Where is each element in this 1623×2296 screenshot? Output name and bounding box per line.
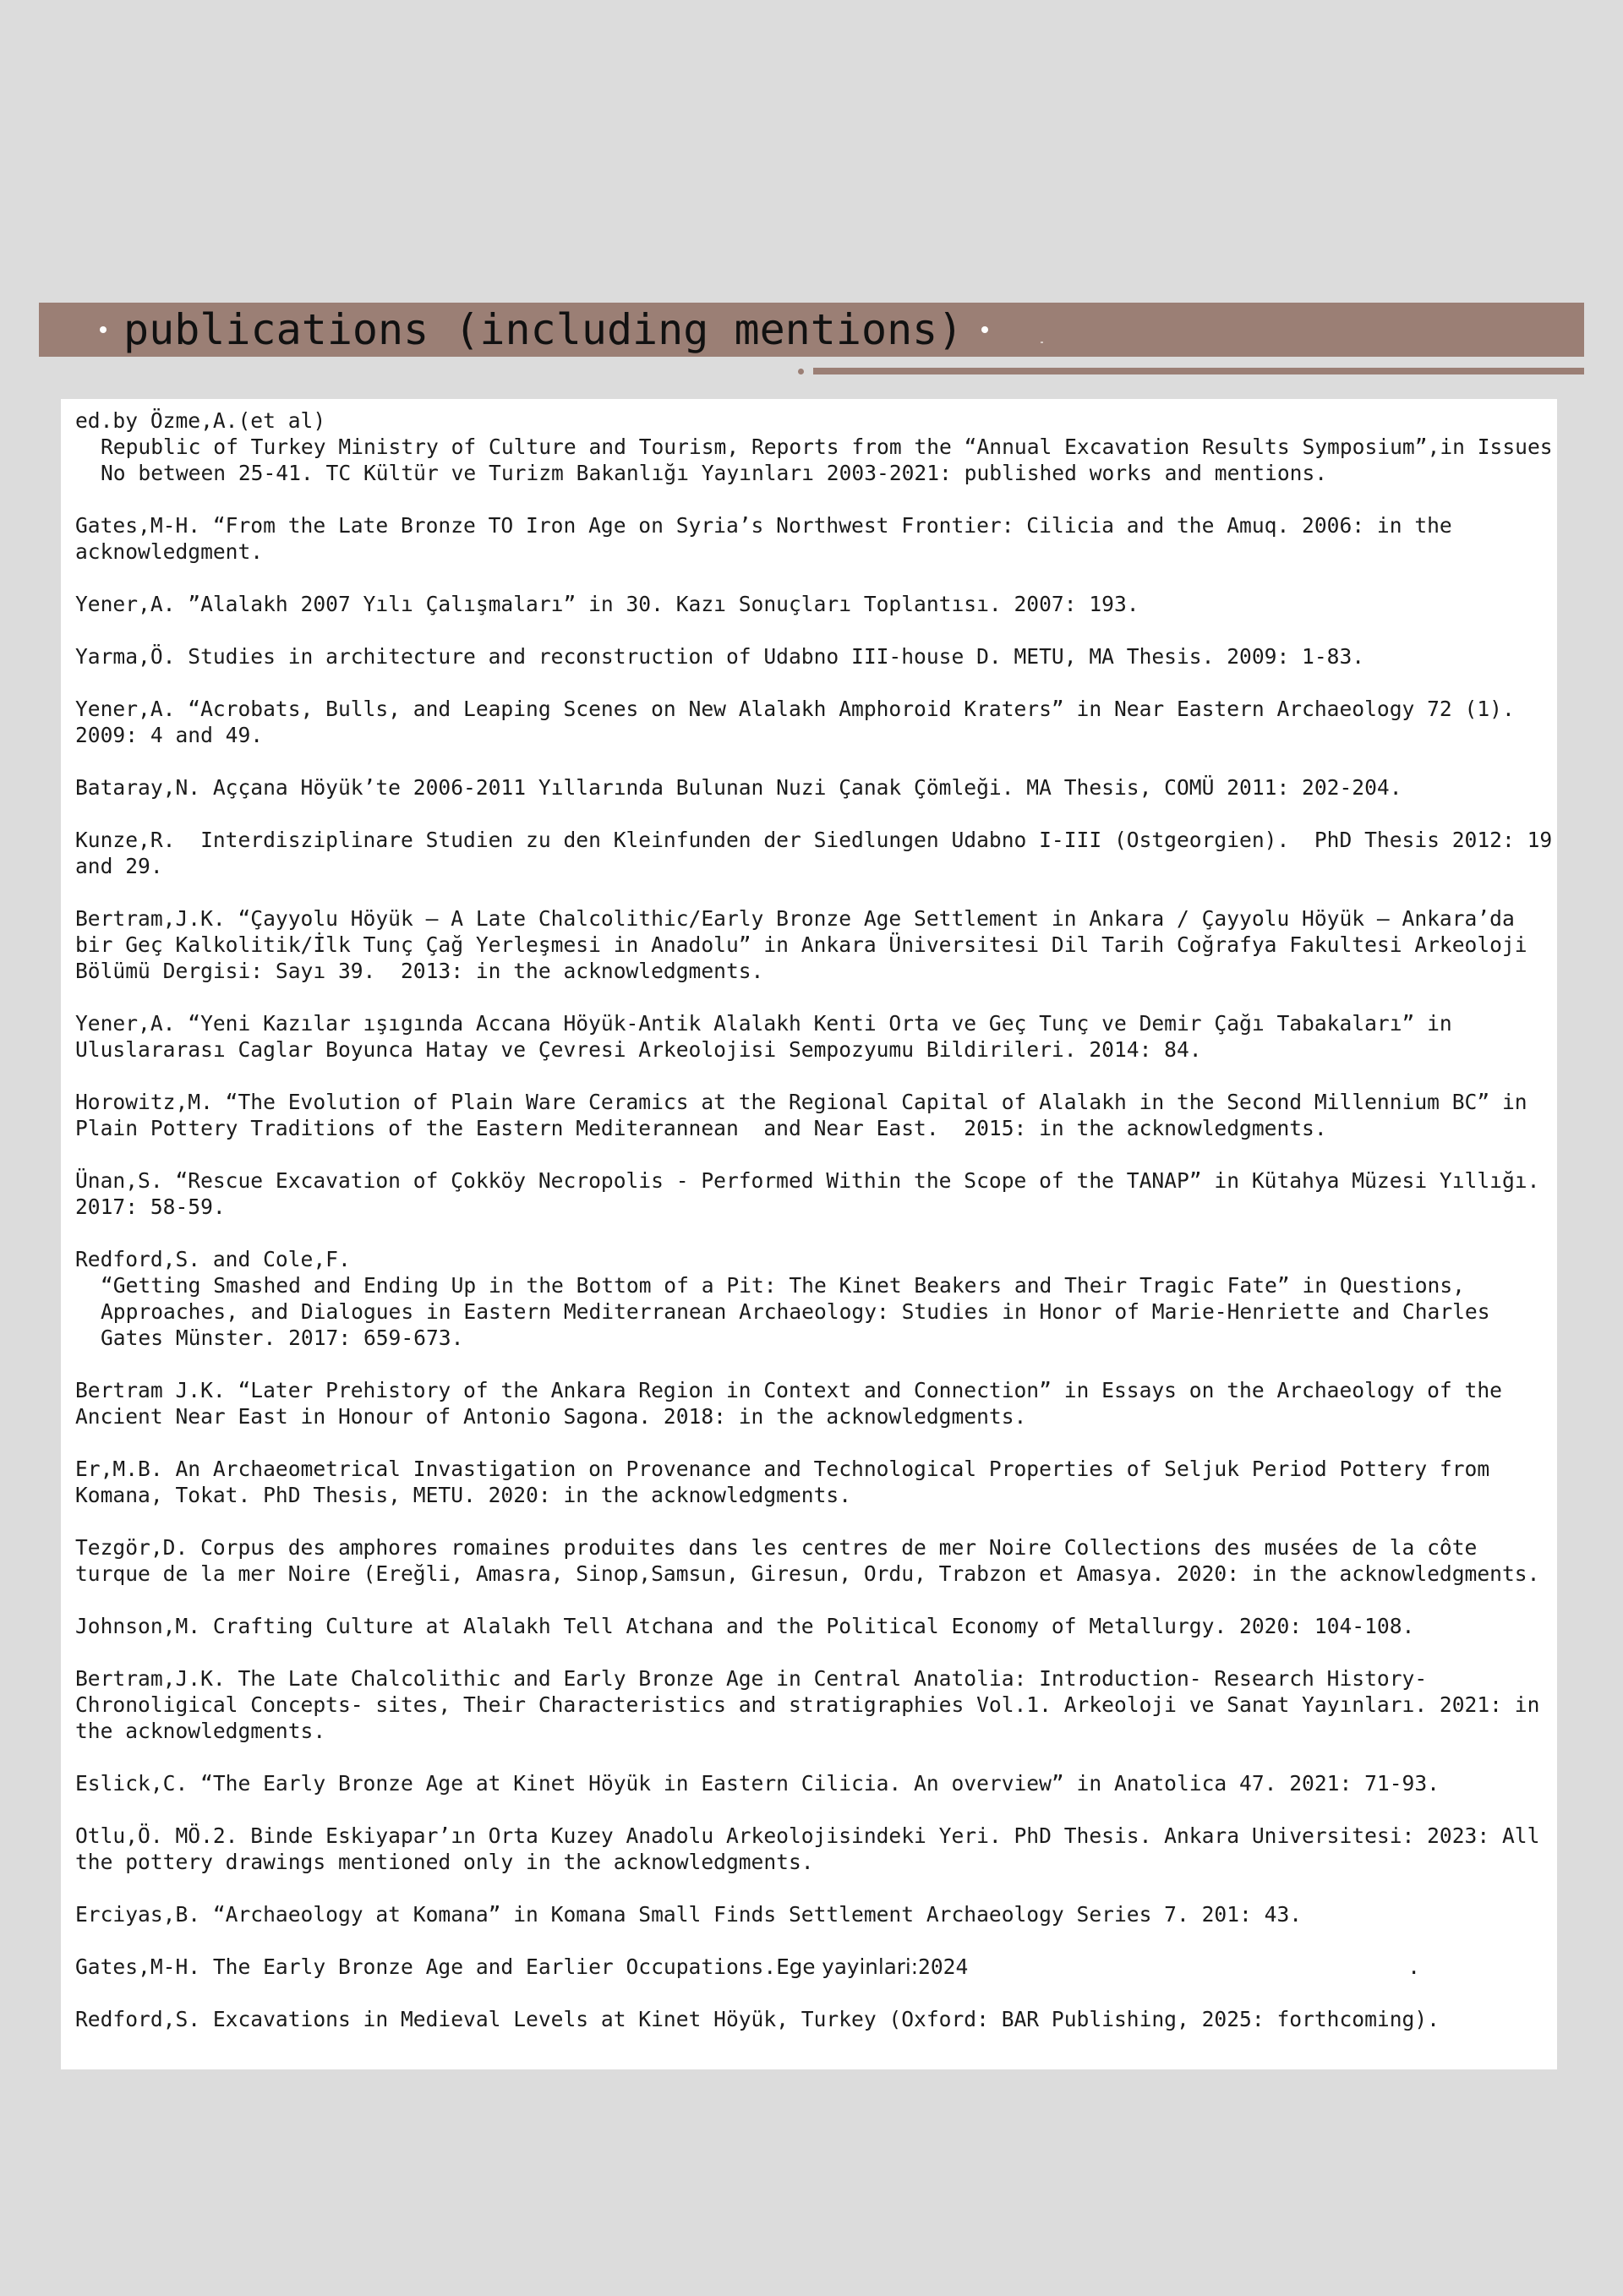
bullet-dot-icon: [100, 326, 107, 333]
entry-trailing-dot: .: [1407, 1954, 1421, 1979]
entry-text: “Getting Smashed and Ending Up in the Bottom of a Pit: The Kinet Beakers and Their Tragic Fate” in Questions, Approaches, and Dialogues in Eastern Mediterranean Archaeology: Studies in Honor of Marie-Henriette and Charles Gates Münster. 2017: 659-673.: [101, 1273, 1503, 1350]
publication-entry: Tezgör,D. Corpus des amphores romaines produites dans les centres de mer Noire Collections des musées de la côte turque de la mer Noire (Ereğli, Amasra, Sinop,Samsun, Giresun, Ordu, Trabzon et Amasya. 2020: in the acknowledgments.: [75, 1535, 1540, 1586]
bullet-dot-icon: [981, 326, 988, 333]
publication-entry: Bertram,J.K. “Çayyolu Höyük – A Late Chalcolithic/Early Bronze Age Settlement in Ankara / Çayyolu Höyük – Ankara’da bir Geç Kalkolitik/İlk Tunç Çağ Yerleşmesi in Anadolu” in Ankara Üniversitesi Dil Tarih Coğrafya Fakultesi Arkeoloji Bölümü Dergisi: Sayı 39. 2013: in the acknowledgments.: [75, 906, 1540, 983]
publication-entry: Bertram,J.K. The Late Chalcolithic and Early Bronze Age in Central Anatolia: Introduction- Research History- Chronoligical Concepts- sites, Their Characteristics and stratigraphies Vol.1. Arkeoloji ve Sanat Yayınları. 2021: in the acknowledgments.: [75, 1666, 1553, 1743]
publication-entry: Redford,S. Excavations in Medieval Levels at Kinet Höyük, Turkey (Oxford: BAR Publishing, 2025: forthcoming).: [75, 2007, 1440, 2031]
publication-entry: Ünan,S. “Rescue Excavation of Çokköy Necropolis - Performed Within the Scope of the TANAP” in Kütahya Müzesi Yıllığı. 2017: 58-59.: [75, 1168, 1553, 1219]
title-box: [95, 303, 1025, 357]
entry-year: 2024: [918, 1954, 969, 1979]
publication-entry: Eslick,C. “The Early Bronze Age at Kinet Höyük in Eastern Cilicia. An overview” in Anatolica 47. 2021: 71-93.: [75, 1771, 1440, 1796]
publication-entry: [75, 1246, 1557, 1351]
publication-entry: Yener,A. ”Alalakh 2007 Yılı Çalışmaları” in 30. Kazı Sonuçları Toplantısı. 2007: 193.: [75, 592, 1139, 616]
publication-entry: Bataray,N. Aççana Höyük’te 2006-2011 Yıllarında Bulunan Nuzi Çanak Çömleği. MA Thesis, COMÜ 2011: 202-204.: [75, 775, 1402, 800]
publication-entry: Erciyas,B. “Archaeology at Komana” in Komana Small Finds Settlement Archaeology Series 7. 201: 43.: [75, 1902, 1303, 1927]
publication-entry: [75, 407, 1566, 486]
rule-dot: [798, 369, 804, 374]
publication-entry: Gates,M-H. “From the Late Bronze TO Iron Age on Syria’s Northwest Frontier: Cilicia and the Amuq. 2006: in the acknowledgment.: [75, 513, 1465, 564]
entry-editor: ed.by Özme,A.(et al): [75, 408, 326, 433]
publication-entry: Horowitz,M. “The Evolution of Plain Ware Ceramics at the Regional Capital of Alalakh in the Second Millennium BC” in Plain Pottery Traditions of the Eastern Mediterannean and Near East. 2015: in the acknowledgments.: [75, 1090, 1540, 1140]
publication-entry: Yener,A. “Yeni Kazılar ışıgında Accana Höyük-Antik Alalakh Kenti Orta ve Geç Tunç ve Demir Çağı Tabakaları” in Uluslararası Caglar Boyunca Hatay ve Çevresi Arkeolojisi Sempozyumu Bildirileri. 2014: 84.: [75, 1011, 1465, 1062]
entry-text: Gates,M-H. The Early Bronze Age and Earlier Occupations.: [75, 1954, 777, 1979]
decorative-mark: [1041, 342, 1043, 343]
entry-text: Republic of Turkey Ministry of Culture and Tourism, Reports from the “Annual Excavation Results Symposium”,in Issues No between 25-41. TC Kültür ve Turizm Bakanlığı Yayınları 2003-2021: published works and mentions.: [101, 435, 1566, 485]
publication-entry: Yener,A. “Acrobats, Bulls, and Leaping Scenes on New Alalakh Amphoroid Kraters” in Near Eastern Archaeology 72 (1). 2009: 4 and 49.: [75, 697, 1527, 747]
publications-list: [61, 399, 1566, 2069]
divider-rule: [813, 368, 1584, 374]
publication-entry: Yarma,Ö. Studies in architecture and reconstruction of Udabno III-house D. METU, MA Thesis. 2009: 1-83.: [75, 644, 1365, 669]
publication-entry: Er,M.B. An Archaeometrical Invastigation on Provenance and Technological Properties of Seljuk Period Pottery from Komana, Tokat. PhD Thesis, METU. 2020: in the acknowledgments.: [75, 1457, 1502, 1507]
entry-authors: Redford,S. and Cole,F.: [75, 1247, 351, 1271]
publication-entry: Kunze,R. Interdisziplinare Studien zu den Kleinfunden der Siedlungen Udabno I-III (Ostgeorgien). PhD Thesis 2012: 19 and 29.: [75, 828, 1566, 878]
publication-entry: Otlu,Ö. MÖ.2. Binde Eskiyapar’ın Orta Kuzey Anadolu Arkeolojisindeki Yeri. PhD Thesis. Ankara Universitesi: 2023: All the pottery drawings mentioned only in the acknowledgments.: [75, 1823, 1553, 1874]
entry-publisher: Ege yayinlari:: [776, 1954, 919, 1979]
page-title: publications (including mentions): [123, 305, 964, 354]
publication-entry: [75, 1954, 1557, 1980]
publication-entry: Bertram J.K. “Later Prehistory of the Ankara Region in Context and Connection” in Essays on the Archaeology of the Ancient Near East in Honour of Antonio Sagona. 2018: in the acknowledgments.: [75, 1378, 1515, 1429]
publication-entry: Johnson,M. Crafting Culture at Alalakh Tell Atchana and the Political Economy of Metallurgy. 2020: 104-108.: [75, 1614, 1415, 1638]
